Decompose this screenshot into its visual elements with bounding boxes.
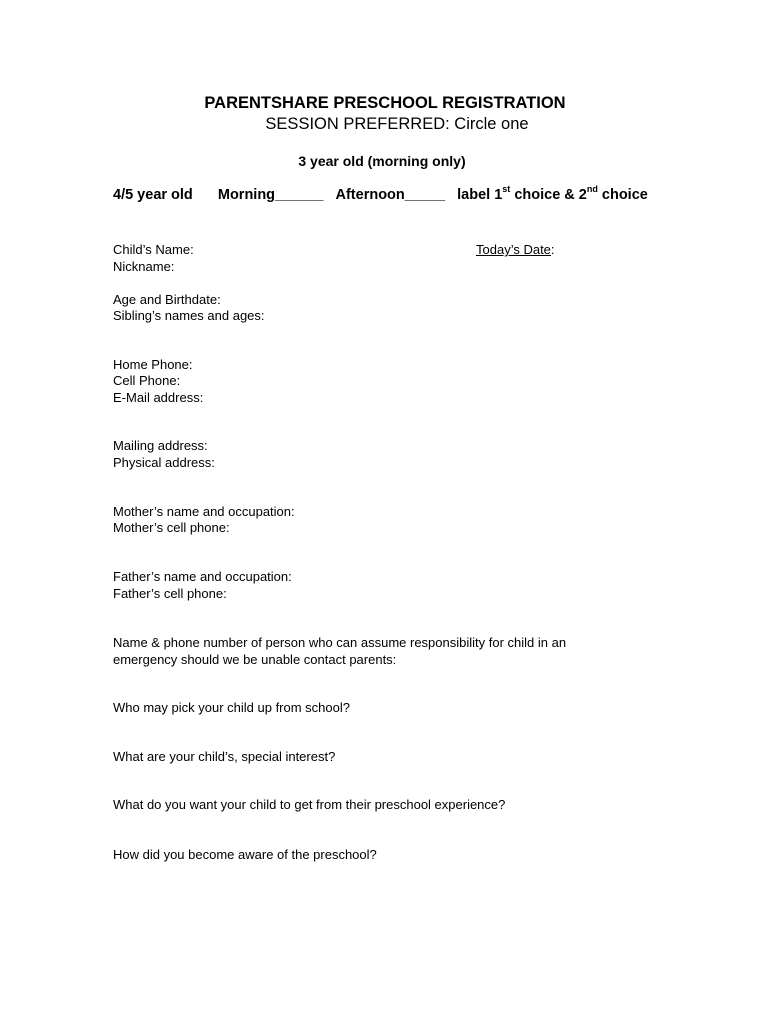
- four-five-year-session-row: [113, 184, 648, 203]
- mailing-address-label: Mailing address:: [113, 438, 208, 453]
- email-label: E-Mail address:: [113, 390, 204, 405]
- father-cell-label: Father’s cell phone:: [113, 586, 227, 601]
- four-five-year-label: 4/5 year old: [113, 187, 193, 203]
- three-year-session-option: 3 year old (morning only): [298, 153, 466, 169]
- mother-cell-label: Mother’s cell phone:: [113, 520, 230, 535]
- age-birthdate-label: Age and Birthdate:: [113, 292, 221, 307]
- choice-instruction: label 1st choice & 2nd choice: [457, 184, 648, 203]
- emergency-contact-label-line2: emergency should we be unable contact parents:: [113, 652, 397, 667]
- siblings-label: Sibling’s names and ages:: [113, 308, 265, 323]
- preschool-awareness-question: How did you become aware of the preschool?: [113, 847, 377, 862]
- session-preferred-heading: SESSION PREFERRED: Circle one: [265, 115, 529, 133]
- emergency-contact-label-line1: Name & phone number of person who can assume responsibility for child in an: [113, 635, 567, 650]
- form-title: PARENTSHARE PRESCHOOL REGISTRATION: [204, 94, 566, 112]
- home-phone-label: Home Phone:: [113, 357, 193, 372]
- mother-name-label: Mother’s name and occupation:: [113, 504, 295, 519]
- special-interest-question: What are your child’s, special interest?: [113, 749, 336, 764]
- father-name-label: Father’s name and occupation:: [113, 569, 292, 584]
- childs-name-label: Child’s Name:: [113, 242, 194, 257]
- todays-date-label: Today’s Date:: [476, 242, 555, 257]
- nickname-label: Nickname:: [113, 259, 175, 274]
- cell-phone-label: Cell Phone:: [113, 373, 181, 388]
- preschool-expectation-question: What do you want your child to get from their preschool experience?: [113, 797, 506, 812]
- morning-blank: Morning______: [217, 187, 324, 203]
- physical-address-label: Physical address:: [113, 455, 215, 470]
- afternoon-blank: Afternoon_____: [335, 187, 446, 203]
- pickup-question: Who may pick your child up from school?: [113, 700, 350, 715]
